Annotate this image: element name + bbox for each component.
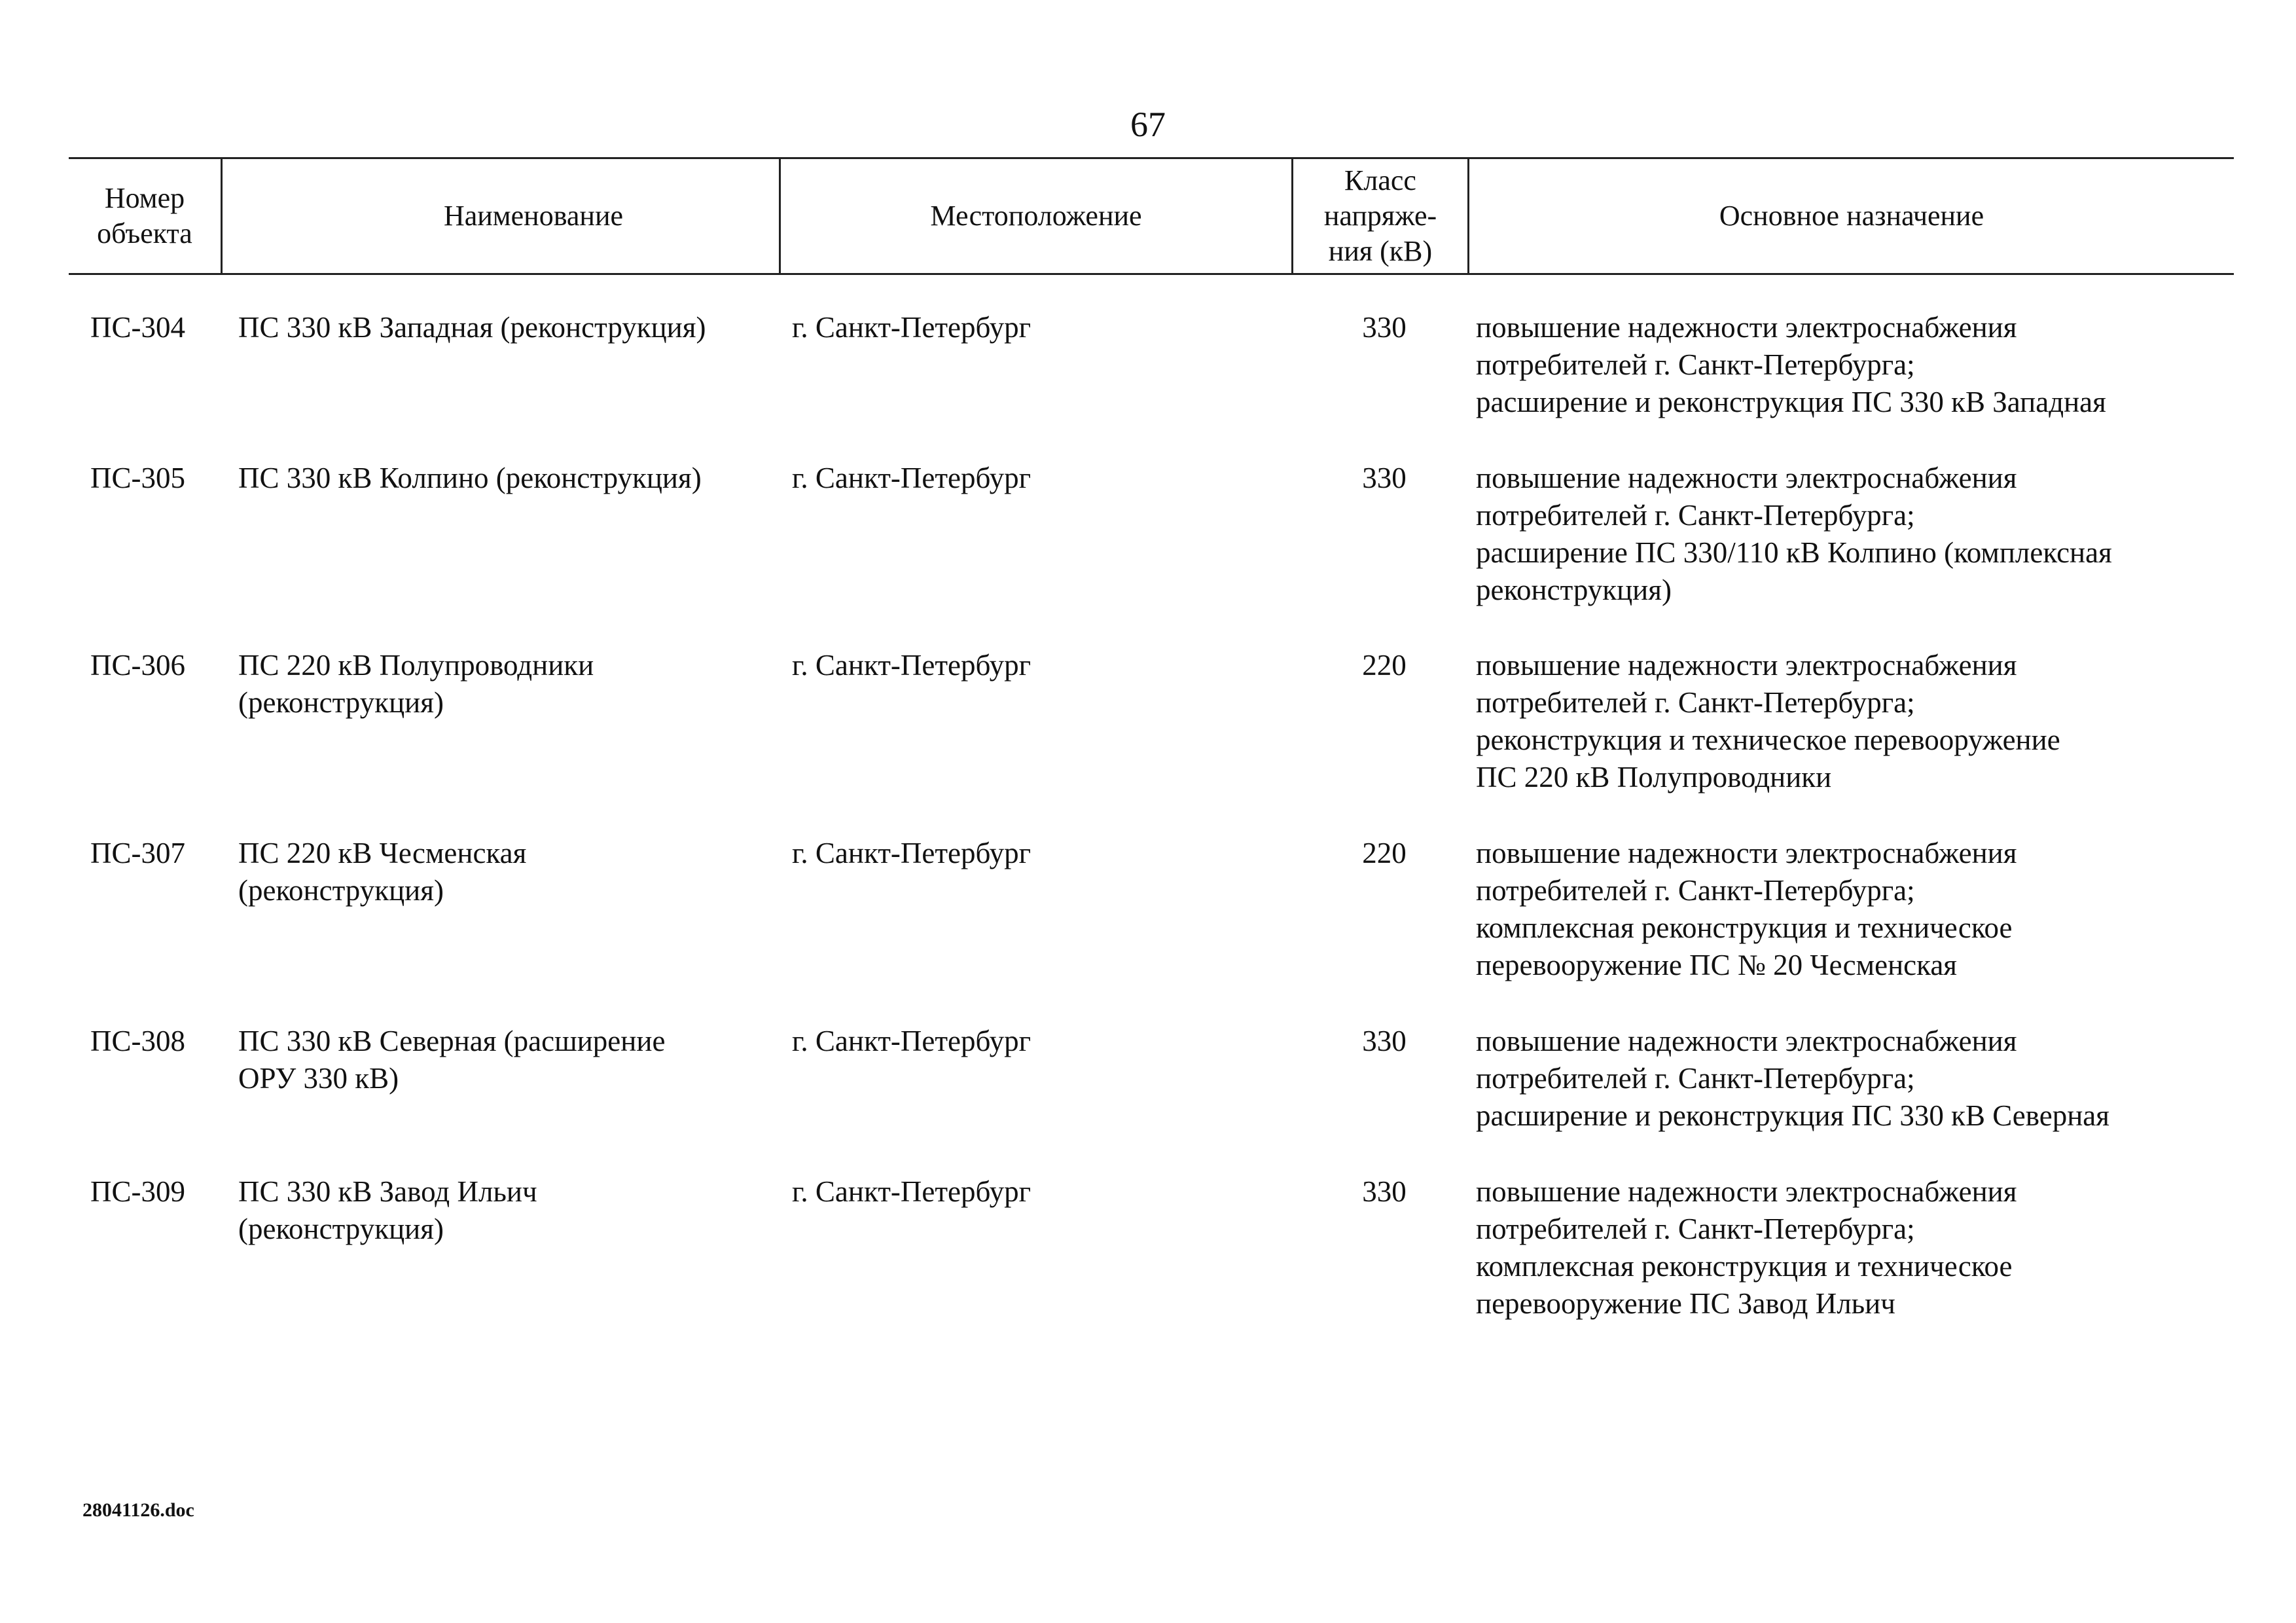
header-location: Местоположение: [930, 200, 1142, 232]
object-voltage: 220: [1362, 837, 1407, 869]
object-purpose: повышение надежности электроснабжения потребителей г. Санкт-Петербурга; расширение ПС 330/110 кВ Колпино (комплексная реконструкция): [1476, 462, 2112, 606]
object-voltage: 330: [1362, 1175, 1407, 1208]
object-purpose: повышение надежности электроснабжения потребителей г. Санкт-Петербурга; реконструкция и техническое перевооружение ПС 220 кВ Полупроводники: [1476, 649, 2060, 793]
object-number: ПС-309: [90, 1175, 185, 1208]
footer-filename: 28041126.doc: [82, 1499, 194, 1521]
object-purpose: повышение надежности электроснабжения потребителей г. Санкт-Петербурга; расширение и реконструкция ПС 330 кВ Северная: [1476, 1025, 2109, 1132]
object-name: ПС 330 кВ Западная (реконструкция): [238, 311, 706, 344]
object-number: ПС-305: [90, 462, 185, 494]
object-location: г. Санкт-Петербург: [792, 1025, 1031, 1057]
table-header: [69, 157, 2234, 275]
page-number: 67: [1130, 105, 1166, 144]
object-name: ПС 330 кВ Завод Ильич (реконструкция): [238, 1175, 537, 1245]
object-name: ПС 220 кВ Чесменская (реконструкция): [238, 837, 527, 907]
object-purpose: повышение надежности электроснабжения потребителей г. Санкт-Петербурга; комплексная реконструкция и техническое перевооружение ПС Завод Ильич: [1476, 1175, 2017, 1320]
object-name: ПС 330 кВ Колпино (реконструкция): [238, 462, 702, 494]
header-voltage-class: Класс напряже- ния (кВ): [1323, 164, 1437, 267]
object-purpose: повышение надежности электроснабжения потребителей г. Санкт-Петербурга; расширение и реконструкция ПС 330 кВ Западная: [1476, 311, 2106, 418]
header-object-number: Номер объекта: [97, 182, 192, 249]
object-name: ПС 330 кВ Северная (расширение ОРУ 330 кВ): [238, 1025, 666, 1095]
object-voltage: 330: [1362, 1025, 1407, 1057]
object-location: г. Санкт-Петербург: [792, 649, 1031, 682]
object-voltage: 330: [1362, 462, 1407, 494]
object-name: ПС 220 кВ Полупроводники (реконструкция): [238, 649, 594, 719]
object-location: г. Санкт-Петербург: [792, 311, 1031, 344]
header-name: Наименование: [443, 200, 624, 232]
object-number: ПС-308: [90, 1025, 185, 1057]
object-voltage: 220: [1362, 649, 1407, 682]
object-number: ПС-307: [90, 837, 185, 869]
object-voltage: 330: [1362, 311, 1407, 344]
header-purpose: Основное назначение: [1719, 200, 1984, 232]
object-location: г. Санкт-Петербург: [792, 837, 1031, 869]
object-number: ПС-304: [90, 311, 185, 344]
object-purpose: повышение надежности электроснабжения потребителей г. Санкт-Петербурга; комплексная реконструкция и техническое перевооружение ПС № 20 Чесменская: [1476, 837, 2017, 981]
object-number: ПС-306: [90, 649, 185, 682]
object-location: г. Санкт-Петербург: [792, 1175, 1031, 1208]
object-location: г. Санкт-Петербург: [792, 462, 1031, 494]
